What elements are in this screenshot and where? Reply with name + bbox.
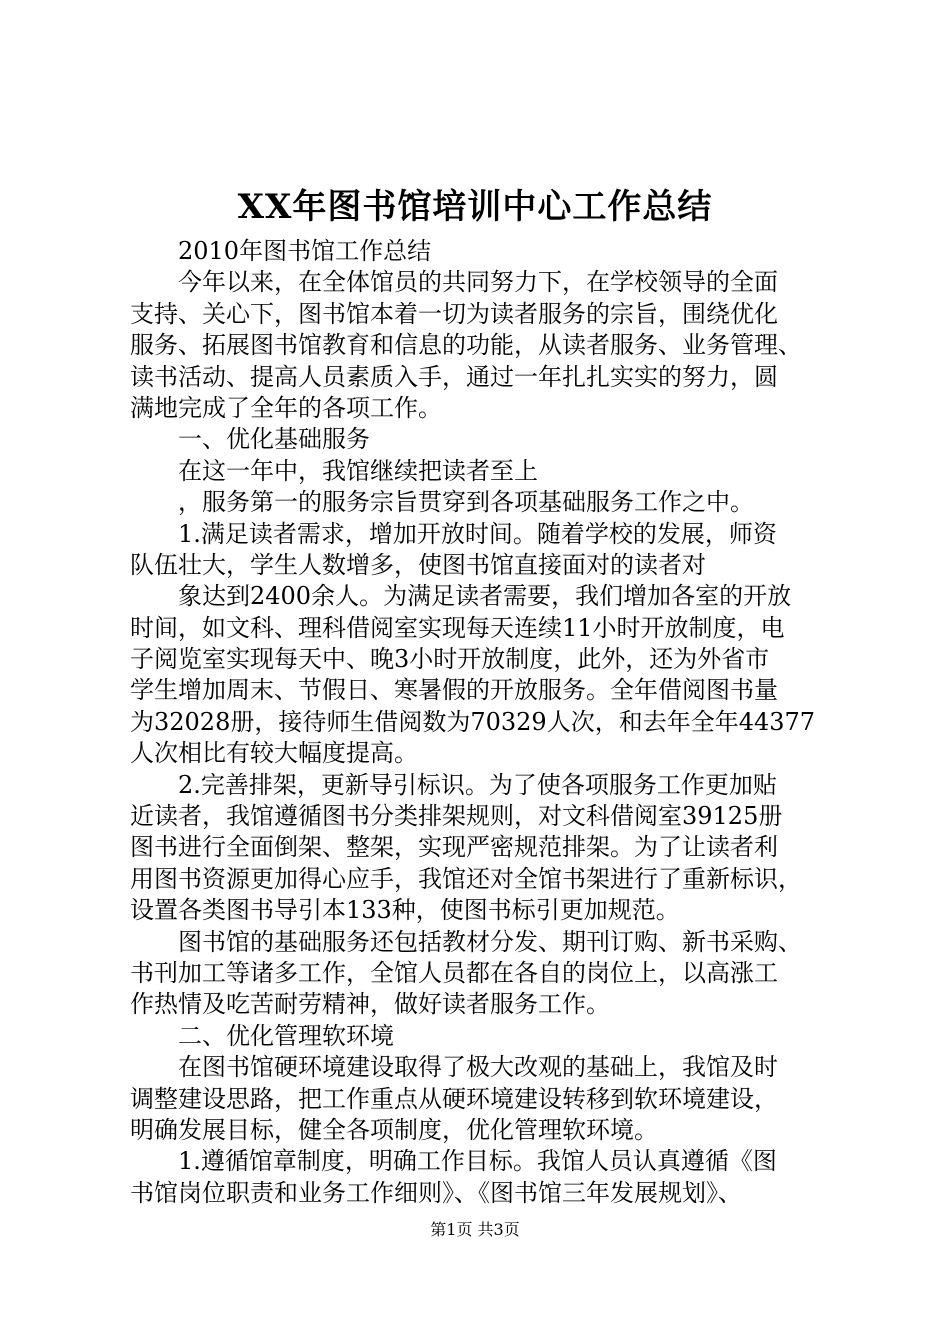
- body-line: 在图书馆硬环境建设取得了极大改观的基础上，我馆及时: [178, 1053, 778, 1082]
- body-line: 学生增加周末、节假日、寒暑假的开放服务。全年借阅图书量: [130, 676, 778, 705]
- body-line: 设置各类图书导引本133种，使图书标引更加规范。: [130, 896, 680, 925]
- body-line: 1.遵循馆章制度，明确工作目标。我馆人员认真遵循《图: [178, 1147, 777, 1176]
- body-line: 作热情及吃苦耐劳精神，做好读者服务工作。: [130, 990, 610, 1019]
- body-line: 读书活动、提高人员素质入手，通过一年扎扎实实的努力，圆: [130, 362, 778, 391]
- body-line: 支持、关心下，图书馆本着一切为读者服务的宗旨，围绕优化: [130, 299, 778, 328]
- body-line: 服务、拓展图书馆教育和信息的功能，从读者服务、业务管理、: [130, 331, 802, 360]
- body-line: 书馆岗位职责和业务工作细则》、《图书馆三年发展规划》、: [130, 1178, 742, 1207]
- body-line: 2.完善排架，更新导引标识。为了使各项服务工作更加贴: [178, 770, 777, 799]
- body-line: 满地完成了全年的各项工作。: [130, 393, 442, 422]
- body-line: 为32028册，接待师生借阅数为70329人次，和去年全年44377: [130, 707, 816, 736]
- body-line: 子阅览室实现每天中、晚3小时开放制度，此外，还为外省市: [130, 645, 770, 674]
- section-heading: 二、优化管理软环境: [178, 1021, 394, 1050]
- body-line: 1.满足读者需求，增加开放时间。随着学校的发展，师资: [178, 519, 777, 548]
- body-line: 人次相比有较大幅度提高。: [130, 739, 418, 768]
- body-line: ，服务第一的服务宗旨贯穿到各项基础服务工作之中。: [178, 488, 754, 517]
- body-line: 明确发展目标，健全各项制度，优化管理软环境。: [130, 1115, 658, 1144]
- body-line: 时间，如文科、理科借阅室实现每天连续11小时开放制度，电: [130, 613, 785, 642]
- body-line: 用图书资源更加得心应手，我馆还对全馆书架进行了重新标识，: [130, 864, 802, 893]
- body-line: 在这一年中，我馆继续把读者至上: [178, 456, 538, 485]
- body-line: 书刊加工等诸多工作，全馆人员都在各自的岗位上，以高涨工: [130, 958, 778, 987]
- body-line: 2010年图书馆工作总结: [178, 237, 432, 265]
- body-line: 近读者，我馆遵循图书分类排架规则，对文科借阅室39125册: [130, 802, 783, 831]
- body-line: 图书馆的基础服务还包括教材分发、期刊订购、新书采购、: [178, 927, 802, 956]
- document-body: [130, 236, 830, 1209]
- body-line: 图书进行全面倒架、整架，实现严密规范排架。为了让读者利: [130, 833, 778, 862]
- document-title: XX年图书馆培训中心工作总结: [237, 187, 713, 227]
- body-line: 队伍壮大，学生人数增多，使图书馆直接面对的读者对: [130, 550, 706, 579]
- body-line: 今年以来，在全体馆员的共同努力下，在学校领导的全面: [178, 268, 778, 297]
- section-heading: 一、优化基础服务: [178, 425, 370, 454]
- page-number: 第1页 共3页: [430, 1220, 520, 1239]
- body-line: 调整建设思路，把工作重点从硬环境建设转移到软环境建设，: [130, 1084, 778, 1113]
- body-line: 象达到2400余人。为满足读者需要，我们增加各室的开放: [178, 582, 792, 611]
